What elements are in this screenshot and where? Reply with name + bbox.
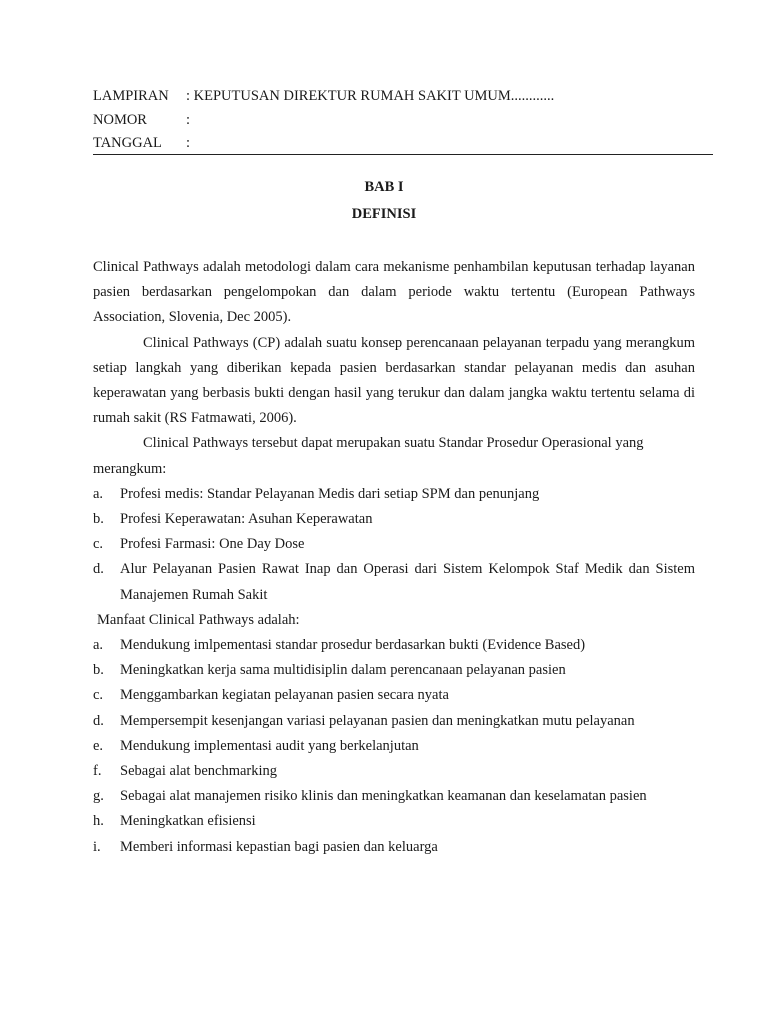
paragraph-cp-concept: Clinical Pathways (CP) adalah suatu konsep perencanaan pelayanan terpadu yang merangkum setiap langkah yang diberikan kepada pasien berdasarkan standar pelayanan medis dan asuhan keperawatan yang berbasis bukti dengan hasil yang terukur dan dalam jangka waktu tertentu selama di rumah sakit (RS Fatmawati, 2006). xyxy=(93,334,695,427)
header-value: : KEPUTUSAN DIREKTUR RUMAH SAKIT UMUM............ xyxy=(186,88,555,104)
list-item-text: Mendukung imlpementasi standar prosedur berdasarkan bukti (Evidence Based) xyxy=(120,637,586,654)
list-marker: i. xyxy=(93,838,101,855)
chapter-title: BAB I xyxy=(364,179,404,195)
list-marker: c. xyxy=(93,687,104,704)
list-marker: d. xyxy=(93,712,104,729)
benefits-list xyxy=(93,633,695,860)
header-row-tanggal xyxy=(93,132,713,156)
list-item xyxy=(93,482,695,507)
list-item-text: Profesi Farmasi: One Day Dose xyxy=(120,536,305,553)
list-item xyxy=(93,759,695,784)
list-marker: g. xyxy=(93,788,104,805)
list-item-text: Mendukung implementasi audit yang berkelanjutan xyxy=(120,737,419,754)
list-item xyxy=(93,507,695,532)
list-item xyxy=(93,633,695,658)
document-header xyxy=(93,85,713,156)
list-marker: e. xyxy=(93,737,104,754)
document-body xyxy=(93,255,695,860)
list-marker: f. xyxy=(93,763,102,780)
benefits-heading: Manfaat Clinical Pathways adalah: xyxy=(97,611,300,628)
profession-list xyxy=(93,482,695,608)
list-item xyxy=(93,709,695,734)
list-item xyxy=(93,734,695,759)
list-item-text: Menggambarkan kegiatan pelayanan pasien secara nyata xyxy=(120,687,449,704)
list-item xyxy=(93,683,695,708)
list-item xyxy=(93,557,695,607)
chapter-heading: DEFINISI xyxy=(351,206,417,222)
list-marker: b. xyxy=(93,662,104,679)
list-item-text: Memberi informasi kepastian bagi pasien dan keluarga xyxy=(120,838,438,855)
list-item-text: Mempersempit kesenjangan variasi pelayanan pasien dan meningkatkan mutu pelayanan xyxy=(120,712,635,729)
list-item-text: Profesi medis: Standar Pelayanan Medis dari setiap SPM dan penunjang xyxy=(120,485,540,502)
list-item-text: Meningkatkan efisiensi xyxy=(120,813,256,830)
list-marker: c. xyxy=(93,536,104,553)
list-item-text: Alur Pelayanan Pasien Rawat Inap dan Operasi dari Sistem Kelompok Staf Medik dan Sistem Manajemen Rumah Sakit xyxy=(120,561,695,603)
header-label: LAMPIRAN xyxy=(93,88,169,104)
list-marker: d. xyxy=(93,561,104,578)
list-item-text: Meningkatkan kerja sama multidisiplin dalam perencanaan pelayanan pasien xyxy=(120,662,566,679)
paragraph-sop-intro: Clinical Pathways tersebut dapat merupakan suatu Standar Prosedur Operasional yang xyxy=(143,435,644,452)
list-item xyxy=(93,532,695,557)
header-label: TANGGAL xyxy=(93,135,162,151)
list-marker: a. xyxy=(93,637,104,654)
header-row-lampiran xyxy=(93,85,713,109)
list-item-text: Sebagai alat manajemen risiko klinis dan meningkatkan keamanan dan keselamatan pasien xyxy=(120,788,647,805)
list-item xyxy=(93,835,695,860)
paragraph-definition: Clinical Pathways adalah metodologi dalam cara mekanisme penhambilan keputusan terhadap layanan pasien berdasarkan pengelompokan dan dalam periode waktu tertentu (European Pathways Association, Slovenia, Dec 2005). xyxy=(93,259,695,326)
list-item-text: Sebagai alat benchmarking xyxy=(120,763,278,780)
list-marker: a. xyxy=(93,485,104,502)
paragraph-sop-intro-continued: merangkum: xyxy=(93,460,167,477)
list-item xyxy=(93,658,695,683)
list-item xyxy=(93,809,695,834)
list-marker: b. xyxy=(93,511,104,528)
header-value: : xyxy=(186,135,191,151)
header-label: NOMOR xyxy=(93,111,147,128)
header-value: : xyxy=(186,111,191,128)
header-divider xyxy=(93,154,713,155)
list-item xyxy=(93,784,695,809)
list-marker: h. xyxy=(93,813,104,830)
list-item-text: Profesi Keperawatan: Asuhan Keperawatan xyxy=(120,511,373,528)
header-row-nomor xyxy=(93,109,713,133)
